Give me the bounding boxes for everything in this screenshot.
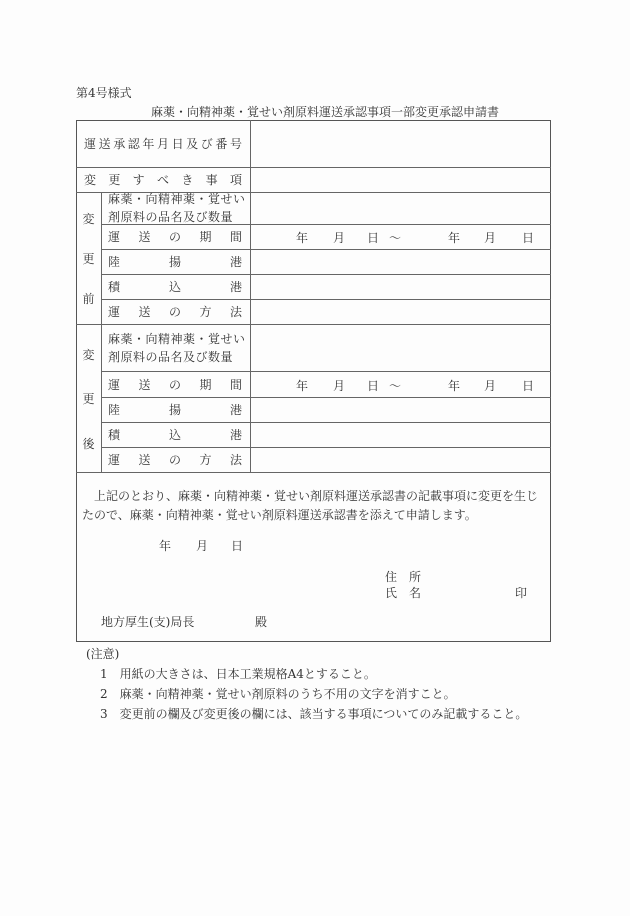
application-date-year: 年 xyxy=(159,539,172,553)
label-loading-port-after: 積 込 港 xyxy=(108,428,242,442)
product-name-quantity-before-field[interactable] xyxy=(251,193,550,224)
note-item: 3 変更前の欄及び変更後の欄には、該当する事項についてのみ記載すること。 xyxy=(100,707,528,721)
row-divider xyxy=(76,472,551,473)
document-title: 麻薬・向精神薬・覚せい剤原料運送承認事項一部変更承認申請書 xyxy=(150,105,499,119)
approval-date-number-field[interactable] xyxy=(251,121,550,167)
label-transport-period-after: 運 送 の 期 間 xyxy=(108,377,242,392)
label-loading-port-before: 積 込 港 xyxy=(108,280,242,294)
notes-heading: (注意) xyxy=(86,647,120,661)
address-label: 住 所 xyxy=(385,570,422,584)
notes-list xyxy=(100,664,527,724)
label-product-name-quantity-after: 麻薬・向精神薬・覚せい 剤原料の品名及び数量 xyxy=(108,332,246,364)
seal-mark: 印 xyxy=(515,586,528,600)
label-items-to-change: 変 更 す べ き 事 項 xyxy=(84,173,242,187)
honorific: 殿 xyxy=(255,615,268,629)
group-label-after: 変 更 後 xyxy=(82,347,95,452)
label-approval-date-number: 運 送 承 認 年 月 日 及 び 番 号 xyxy=(84,137,242,151)
transport-method-before-field[interactable] xyxy=(251,300,550,324)
landing-port-after-field[interactable] xyxy=(251,398,550,422)
addressee: 地方厚生(支)局長 xyxy=(101,615,195,629)
label-landing-port-after: 陸 揚 港 xyxy=(108,403,242,417)
label-product-name-quantity-before: 麻薬・向精神薬・覚せい 剤原料の品名及び数量 xyxy=(108,192,246,224)
landing-port-before-field[interactable] xyxy=(251,250,550,274)
loading-port-before-field[interactable] xyxy=(251,275,550,299)
note-item: 1 用紙の大きさは、日本工業規格A4とすること。 xyxy=(100,667,376,681)
items-to-change-field[interactable] xyxy=(251,168,550,192)
label-transport-period-before: 運 送 の 期 間 xyxy=(108,230,242,244)
product-name-quantity-after-field[interactable] xyxy=(251,325,550,371)
label-landing-port-before: 陸 揚 港 xyxy=(108,255,242,269)
column-divider xyxy=(101,192,102,472)
application-date-month: 月 xyxy=(196,539,209,553)
label-transport-method-after: 運 送 の 方 法 xyxy=(108,453,242,467)
form-number: 第4号様式 xyxy=(76,86,132,100)
note-item: 2 麻薬・向精神薬・覚せい剤原料のうち不用の文字を消すこと。 xyxy=(100,687,456,701)
group-label-before: 変 更 前 xyxy=(82,211,95,306)
name-label: 氏 名 xyxy=(385,586,422,600)
label-transport-method-before: 運 送 の 方 法 xyxy=(108,305,242,319)
application-date-day: 日 xyxy=(231,539,244,553)
declaration-text: 上記のとおり、麻薬・向精神薬・覚せい剤原料運送承認書の記載事項に変更を生じ たので、麻薬・向精神薬・覚せい剤原料運送承認書を添えて申請します。 xyxy=(82,489,539,522)
loading-port-after-field[interactable] xyxy=(251,423,550,447)
transport-method-after-field[interactable] xyxy=(251,448,550,472)
